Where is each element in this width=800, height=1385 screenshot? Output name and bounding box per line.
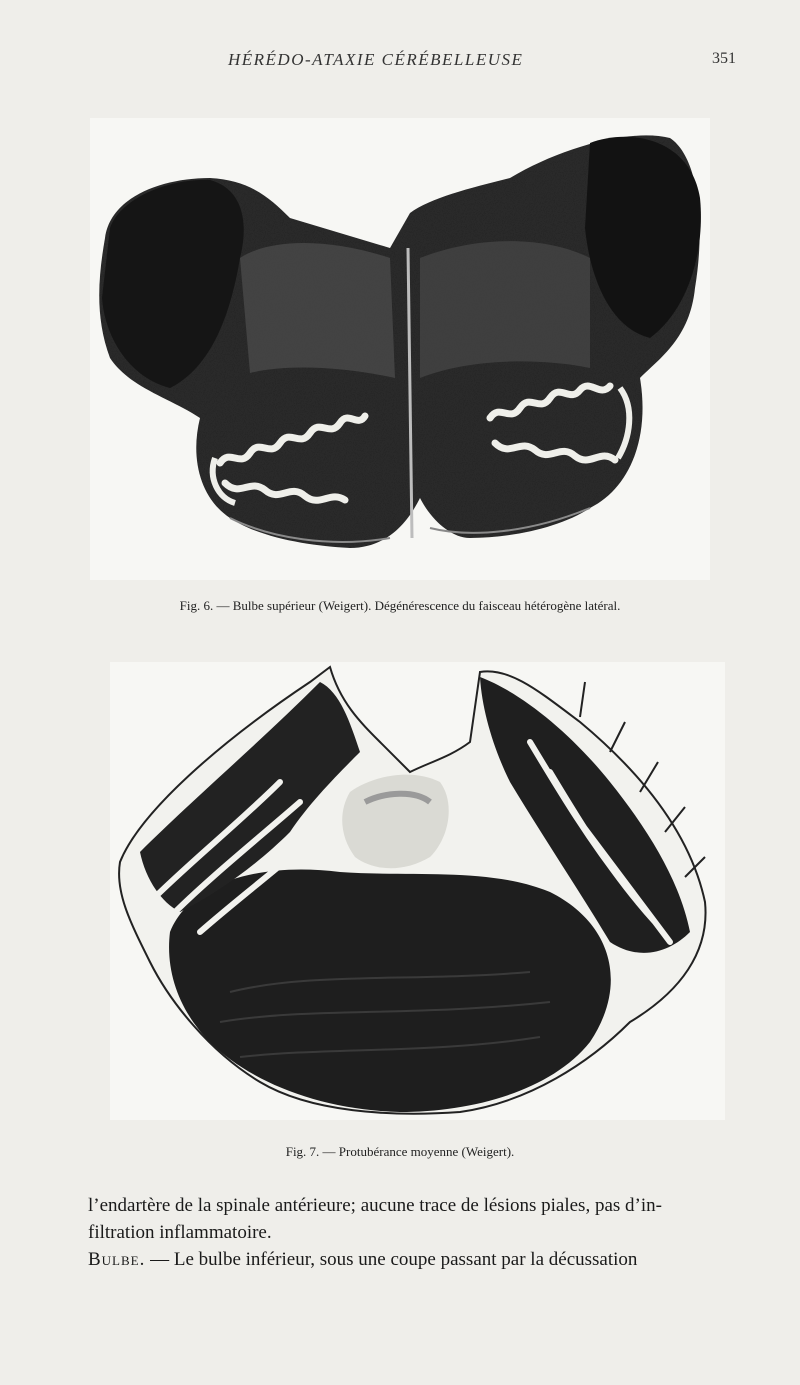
paragraph-1-line-2: filtration inflammatoire. [88,1222,272,1243]
figure-7-caption: Fig. 7. — Protubérance moyenne (Weigert). [285,1144,515,1159]
figure-6-image [90,118,710,580]
figure-6-caption: Fig. 6. — Bulbe supérieur (Weigert). Dégénérescence du faisceau hétérogène latéral. [179,598,621,613]
figure-6-section-drawing [90,118,710,580]
paragraph-1-line-1: l’endartère de la spinale antérieure; aucune trace de lésions piales, pas d’in- [88,1195,662,1216]
running-head [0,50,800,76]
section-label-bulbe: Bulbe. [88,1249,146,1270]
paragraph-2-text: — Le bulbe inférieur, sous une coupe passant par la décussation [145,1249,638,1270]
paragraph-2 [88,1246,768,1273]
figure-7-section-drawing [110,662,725,1120]
figure-7-image [110,662,725,1120]
body-text [88,1192,768,1273]
running-title: HÉRÉDO-ATAXIE CÉRÉBELLEUSE [228,50,524,69]
page-number: 351 [712,50,736,67]
